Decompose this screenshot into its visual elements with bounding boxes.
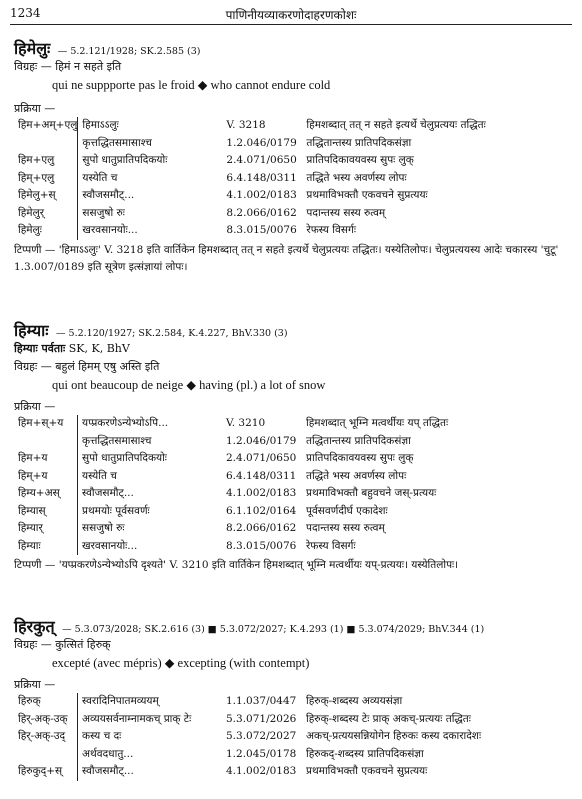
prakriya-row [18, 728, 481, 746]
prakriya-row [18, 187, 486, 205]
entry-refs: — 5.3.073/2028; SK.2.616 (3) ■ 5.3.072/2027; K.4.293 (1) ■ 5.3.074/2029; BhV.344 (1) [62, 624, 485, 635]
prakriya-form: हिम+स्+य [18, 417, 64, 429]
prakriya-explanation: प्रातिपदिकावयवस्य सुपः लुक् [306, 452, 414, 464]
prakriya-form: हिमेलुः [18, 224, 42, 236]
note: टिप्पणी — 'हिमाऽऽलुः' V. 3218 इति वार्तिकेन हिमशब्दात् तत् न सहते इत्यर्थे चेलुप्रत्ययः तद्धितः। यस्येतिलोपः। चेलुप्रत्ययस्य आदेः चकारस्य 'चुटू' 1.3.007/0189 इति सूत्रेण इत्संज्ञायां लोपः। [14, 243, 559, 273]
prakriya-explanation: पदान्तस्य सस्य रुत्वम् [306, 206, 386, 219]
prakriya-form: हिम्+य [18, 469, 48, 482]
prakriya-form: हिरुकुद्+स् [18, 765, 63, 777]
vigraha-label: विग्रहः — [14, 60, 52, 73]
prakriya-row [18, 222, 486, 240]
prakriya-form: हिरुक् [18, 695, 41, 707]
prakriya-row [18, 205, 486, 223]
prakriya-explanation: प्रातिपदिकावयवस्य सुपः लुक् [306, 154, 414, 166]
prakriya-rule-name: अव्ययसर्वनाम्नामकच् प्राक् टेः [78, 711, 227, 729]
prakriya-row [18, 450, 448, 468]
prakriya-form: हिमेलुर् [18, 206, 44, 219]
prakriya-form: हिम्यार् [18, 522, 43, 534]
prakriya-rule-number: 8.2.066/0162 [226, 522, 297, 534]
prakriya-row [18, 711, 481, 729]
prakriya-label: प्रक्रिया — [14, 678, 56, 691]
headword: हिरकुत् [14, 617, 55, 636]
note: टिप्पणी — 'यप्प्रकरणेऽन्येभ्योऽपि दृश्यते' V. 3210 इति वार्तिकेन हिमशब्दात् भूम्नि मत्वर्थीयः यप्-प्रत्ययः। यस्येतिलोपः। [14, 559, 459, 571]
prakriya-form: हिर्-अक्-उक् [18, 712, 68, 725]
prakriya-row [18, 170, 486, 188]
vigraha-text: बहुलं हिमम् एषु अस्ति इति [55, 360, 160, 373]
prakriya-rule-name: स्वौजसमौट्... [78, 763, 227, 781]
prakriya-rule-name: खरवसानयोः... [78, 538, 227, 556]
prakriya-table [18, 117, 486, 240]
prakriya-rule-number: 8.3.015/0076 [226, 539, 297, 552]
prakriya-rule-name: स्वरादिनिपातमव्ययम् [78, 693, 227, 711]
prakriya-rule-name: यस्येति च [78, 170, 227, 188]
prakriya-label: प्रक्रिया — [14, 102, 56, 115]
prakriya-rule-number: 1.2.046/0179 [226, 434, 297, 447]
prakriya-explanation: तद्धिते भस्य अवर्णस्य लोपः [306, 469, 407, 482]
prakriya-rule-number: 4.1.002/0183 [226, 487, 297, 499]
running-title: पाणिनीयव्याकरणोदाहरणकोशः [225, 8, 357, 22]
vigraha-label: विग्रहः — [14, 360, 52, 373]
running-header [10, 6, 572, 22]
prakriya-form: हिम्यास् [18, 504, 46, 517]
prakriya-rule-name: ससजुषो रुः [78, 205, 227, 223]
prakriya-rule-name: प्रथमयोः पूर्वसवर्णः [78, 503, 227, 521]
prakriya-explanation: तद्धितान्तस्य प्रातिपदिकसंज्ञा [306, 136, 412, 149]
prakriya-table [18, 415, 449, 555]
entry-hirakut [14, 618, 572, 781]
prakriya-explanation: हिमशब्दात् तत् न सहते इत्यर्थे चेलुप्रत्ययः तद्धितः [306, 119, 486, 131]
prakriya-rule-name: कृत्तद्धितसमासाश्च [78, 135, 227, 153]
prakriya-form [18, 433, 78, 451]
entry-refs: — 5.2.120/1927; SK.2.584, K.4.227, BhV.330 (3) [56, 328, 288, 339]
prakriya-explanation: हिरुकद्-शब्दस्य प्रातिपदिकसंज्ञा [306, 747, 424, 760]
page-number: 1234 [10, 6, 41, 20]
prakriya-rule-name: यप्प्रकरणेऽन्येभ्योऽपि... [78, 415, 227, 433]
prakriya-rule-name: सुपो धातुप्रातिपदिकयोः [78, 152, 227, 170]
headword: हिम्याः [14, 321, 49, 340]
prakriya-rule-number: 6.4.148/0311 [226, 469, 297, 482]
vigraha-label: विग्रहः — [14, 638, 52, 651]
vigraha-text: कुत्सितं हिरुक् [55, 638, 111, 651]
prakriya-row [18, 485, 448, 503]
prakriya-rule-name: स्वौजसमौट्... [78, 187, 227, 205]
prakriya-rule-number: 1.2.045/0178 [226, 747, 297, 760]
entry-himyah [14, 322, 572, 574]
prakriya-label: प्रक्रिया — [14, 400, 56, 413]
sub-label: हिम्याः पर्वताः [14, 342, 66, 355]
gloss: qui ne suppporte pas le froid ◆ who cannot endure cold [52, 78, 331, 92]
prakriya-rule-number: 5.3.072/2027 [226, 730, 297, 742]
prakriya-form: हिम+अम्+एलु [18, 119, 78, 131]
prakriya-form: हिम+एलु [18, 154, 55, 166]
prakriya-row [18, 746, 481, 764]
prakriya-explanation: अकच्-प्रत्ययसन्नियोगेन हिरुकः कस्य दकारादेशः [306, 730, 482, 742]
entry-refs: — 5.2.121/1928; SK.2.585 (3) [57, 46, 201, 57]
prakriya-explanation: रेफस्य विसर्गः [306, 539, 356, 552]
prakriya-rule-number: 5.3.071/2026 [226, 712, 297, 725]
prakriya-row [18, 693, 481, 711]
prakriya-rule-name: ससजुषो रुः [78, 520, 227, 538]
prakriya-rule-number: 8.3.015/0076 [226, 224, 297, 236]
headword: हिमेलुः [14, 39, 51, 58]
vigraha-text: हिमं न सहते इति [55, 60, 122, 73]
prakriya-form: हिम्य+अस् [18, 487, 60, 499]
prakriya-row [18, 503, 448, 521]
prakriya-form: हिम्+एलु [18, 171, 55, 184]
prakriya-explanation: प्रथमाविभक्तौ एकवचने सुप्रत्ययः [306, 189, 428, 201]
entry-himeluh [14, 40, 572, 276]
gloss: qui ont beaucoup de neige ◆ having (pl.) a lot of snow [52, 378, 326, 392]
prakriya-rule-number: 1.2.046/0179 [226, 136, 297, 149]
prakriya-rule-name: यस्येति च [78, 468, 227, 486]
prakriya-rule-number: 4.1.002/0183 [226, 189, 297, 201]
prakriya-row [18, 520, 448, 538]
prakriya-rule-number: 8.2.066/0162 [226, 206, 297, 219]
prakriya-rule-name: कस्य च दः [78, 728, 227, 746]
prakriya-form: हिम्याः [18, 539, 41, 552]
prakriya-row [18, 433, 448, 451]
prakriya-explanation: प्रथमाविभक्तौ एकवचने सुप्रत्ययः [306, 765, 428, 777]
prakriya-rule-number: 4.1.002/0183 [226, 765, 297, 777]
prakriya-table [18, 693, 482, 781]
prakriya-explanation: प्रथमाविभक्तौ बहुवचने जस्-प्रत्ययः [306, 487, 437, 499]
prakriya-rule-number: 2.4.071/0650 [226, 154, 297, 166]
prakriya-row [18, 117, 486, 135]
prakriya-explanation: पूर्वसवर्णदीर्घ एकादेशः [306, 504, 388, 517]
prakriya-explanation: पदान्तस्य सस्य रुत्वम् [306, 522, 385, 534]
prakriya-form: हिमेलु+स् [18, 189, 56, 201]
prakriya-rule-name: हिमाऽऽलुः [78, 117, 227, 135]
prakriya-row [18, 468, 448, 486]
prakriya-rule-number: V. 3218 [226, 119, 266, 131]
gloss: excepté (avec mépris) ◆ excepting (with contempt) [52, 656, 310, 670]
prakriya-form [18, 746, 78, 764]
prakriya-rule-number: 6.4.148/0311 [226, 171, 297, 184]
prakriya-explanation: हिरुक्-शब्दस्य अव्ययसंज्ञा [306, 695, 403, 707]
prakriya-rule-name: सुपो धातुप्रातिपदिकयोः [78, 450, 227, 468]
prakriya-row [18, 538, 448, 556]
prakriya-explanation: तद्धिते भस्य अवर्णस्य लोपः [306, 171, 407, 184]
prakriya-rule-name: स्वौजसमौट्... [78, 485, 227, 503]
prakriya-rule-number: 6.1.102/0164 [226, 504, 297, 517]
prakriya-row [18, 763, 481, 781]
prakriya-form: हिर्-अक्-उद् [18, 730, 66, 742]
prakriya-explanation: हिरुक्-शब्दस्य टेः प्राक् अकच्-प्रत्ययः तद्धितः [306, 712, 471, 725]
prakriya-row [18, 415, 448, 433]
prakriya-rule-number: V. 3210 [226, 417, 266, 429]
sub-text: SK, K, BhV [68, 342, 130, 355]
prakriya-rule-name: खरवसानयोः... [78, 222, 227, 240]
prakriya-rule-number: 1.1.037/0447 [226, 695, 297, 707]
prakriya-form [18, 135, 78, 153]
prakriya-explanation: तद्धितान्तस्य प्रातिपदिकसंज्ञा [306, 434, 411, 447]
prakriya-explanation: रेफस्य विसर्गः [306, 224, 356, 236]
prakriya-explanation: हिमशब्दात् भूम्नि मत्वर्थीयः यप् तद्धितः [306, 417, 449, 429]
prakriya-row [18, 152, 486, 170]
prakriya-form: हिम+य [18, 452, 48, 464]
prakriya-rule-name: अर्थवदधातु... [78, 746, 227, 764]
prakriya-rule-number: 2.4.071/0650 [226, 452, 297, 464]
prakriya-rule-name: कृत्तद्धितसमासाश्च [78, 433, 227, 451]
prakriya-row [18, 135, 486, 153]
header-rule [10, 24, 572, 25]
